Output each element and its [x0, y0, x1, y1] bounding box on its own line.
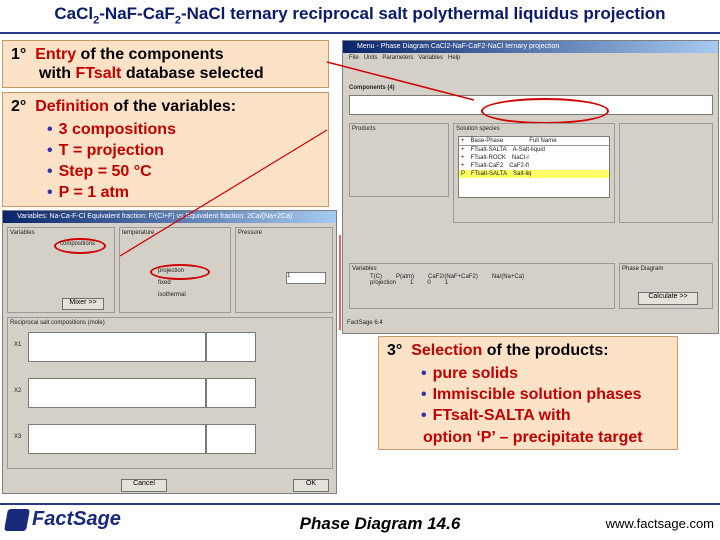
menu-variables[interactable]: Variables [418, 55, 443, 61]
menu-help[interactable]: Help [448, 55, 461, 61]
factsage-logo: FactSage [6, 508, 121, 531]
note-3-heading: 3° Selection of the products: [387, 342, 609, 359]
products-group: Products [349, 123, 449, 197]
note-3-item: • FTsalt-SALTA with [421, 407, 571, 424]
pressure-group: Pressure 1 [235, 227, 333, 313]
compositions-label: compositions [60, 241, 96, 247]
menu-parameters[interactable]: Parameters [382, 55, 414, 61]
row-label-x3: X3 [14, 434, 22, 440]
note-3-last: option ‘P’ – precipitate target [423, 429, 643, 446]
table-row[interactable]: + FTsalt-ROCK NaCl-r [461, 155, 530, 161]
menu-file[interactable]: File [349, 55, 359, 61]
note-3-item: • Immiscible solution phases [421, 386, 642, 403]
status-bar: FactSage 6.4 [347, 320, 383, 326]
note-2-item: • T = projection [47, 142, 164, 159]
option-projection[interactable]: projection [158, 268, 185, 274]
ok-button[interactable]: OK [293, 479, 329, 492]
temperature-group: temperature projection fixed isothermal [119, 227, 231, 313]
row-label-x1: X1 [14, 342, 22, 348]
table-row[interactable]: P FTsalt-SALTA Salt-liq [459, 170, 609, 178]
solution-group: Solution species + Base-Phase Full Name + FTsalt-SALTA A-Salt-liquid + FTsalt-ROCK NaCl-r + FTsalt-CaF2 CaF2-fl P FTsalt-SALTA Salt-liq [453, 123, 615, 223]
table-row[interactable]: + FTsalt-CaF2 CaF2-fl [461, 163, 529, 169]
page-title: CaCl$_2$-NaF-CaF$_2$-NaCl ternary reciprocal salt polythermal liquidus projection [54, 4, 666, 27]
pressure-input[interactable]: 1 [286, 272, 326, 284]
mixer-button[interactable]: Mixer >> [62, 298, 104, 310]
menu-units[interactable]: Units [363, 55, 378, 61]
window-title: Menu - Phase Diagram CaCl2-NaF-CaF2-NaCl ternary projection [343, 41, 718, 53]
reciprocal-group: Reciprocal salt compositions (mole) X1 X2 X3 [7, 317, 333, 469]
footer-url[interactable]: www.factsage.com [605, 516, 714, 531]
note-2-item: • Step = 50 °C [47, 163, 152, 180]
footer-divider [0, 503, 720, 505]
row-label-x2: X2 [14, 388, 22, 394]
note-2-heading: 2° Definition of the variables: [11, 98, 237, 115]
option-isothermal[interactable]: isothermal [158, 292, 186, 298]
note-2-item: • P = 1 atm [47, 184, 130, 201]
option-fixed[interactable]: fixed [158, 280, 171, 286]
logo-icon [4, 509, 30, 531]
note-2-item: • 3 compositions [47, 121, 176, 138]
variables-group: Variables compositions Mixer >> [7, 227, 115, 313]
components-label: Components (4) [349, 85, 395, 91]
note-1-text: 1° Entry of the components with FTsalt database selected [11, 46, 264, 82]
arrow-2 [120, 130, 327, 256]
solution-table[interactable]: + Base-Phase Full Name + FTsalt-SALTA A-Salt-liquid + FTsalt-ROCK NaCl-r + FTsalt-CaF2 CaF2-fl P FTsalt-SALTA Salt-liq [458, 136, 610, 198]
footer-center: Phase Diagram 14.6 [299, 514, 461, 533]
note-3-item: • pure solids [421, 365, 518, 382]
phase-diagram-group: Phase Diagram Calculate >> [619, 263, 713, 309]
table-row[interactable]: + FTsalt-SALTA A-Salt-liquid [461, 147, 545, 153]
cancel-button[interactable]: Cancel [121, 479, 167, 492]
variables-window-title: Variables: Na-Ca-F-Cl Equivalent fraction: F/(Cl+F) vs Equivalent fraction: 2Ca/(Na+2Ca) [3, 211, 336, 223]
calculate-button[interactable]: Calculate >> [638, 292, 698, 305]
arrow-1 [327, 62, 474, 100]
variables-group: Variables T(C) P(atm) CaF2/(NaF+CaF2) Na/(Na+Ca) projection 1 0 1 [349, 263, 615, 309]
